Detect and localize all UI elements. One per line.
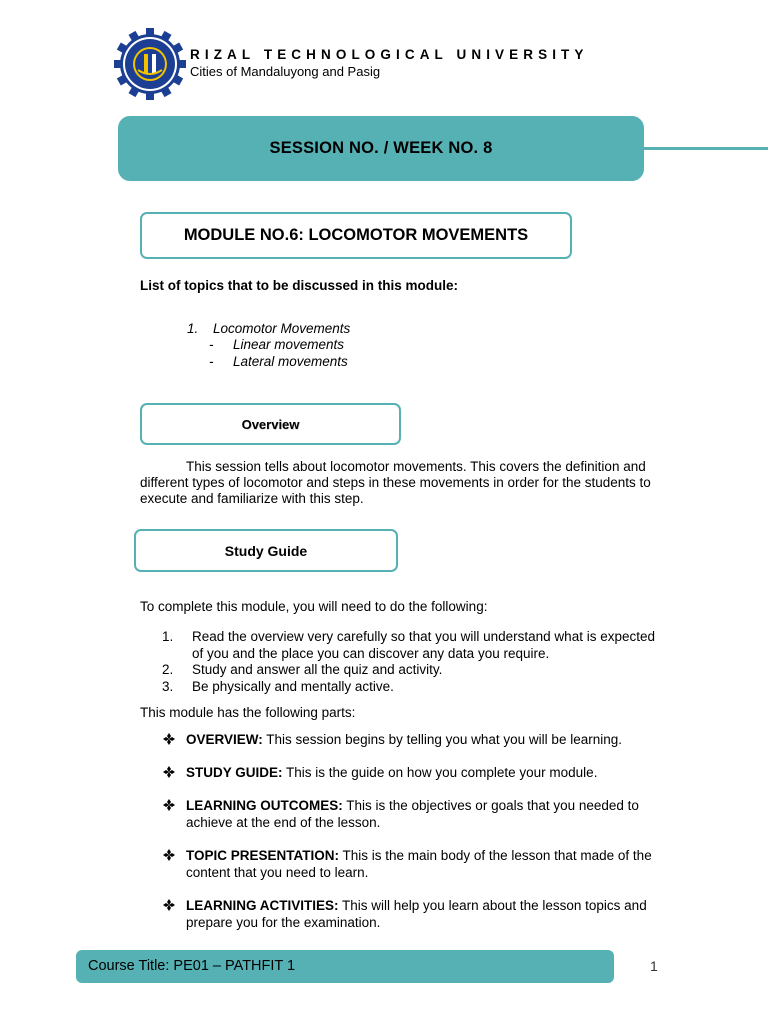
step-number: 3.: [162, 679, 174, 694]
subtopic-item: Lateral movements: [233, 354, 348, 369]
overview-text-line: different types of locomotor and steps in these movements in order for the students to: [140, 475, 651, 490]
part-desc-cont: achieve at the end of the lesson.: [186, 815, 381, 830]
part-item: [186, 897, 647, 914]
study-guide-label: Study Guide: [134, 529, 398, 572]
part-desc-cont: content that you need to learn.: [186, 865, 369, 880]
session-title: SESSION NO. / WEEK NO. 8: [269, 139, 493, 157]
part-item: [186, 847, 652, 864]
topic-item: Locomotor Movements: [213, 321, 351, 336]
part-desc: This is the objectives or goals that you needed to: [342, 798, 639, 813]
part-item: [186, 731, 622, 748]
diamond-bullet-icon: [162, 898, 176, 912]
university-location: Cities of Mandaluyong and Pasig: [190, 64, 381, 79]
part-desc: This is the main body of the lesson that made of the: [339, 848, 652, 863]
subtopic-dash: -: [209, 354, 214, 369]
module-title: MODULE NO.6: LOCOMOTOR MOVEMENTS: [140, 212, 572, 259]
diamond-bullet-icon: [162, 848, 176, 862]
part-desc: This session begins by telling you what you will be learning.: [262, 732, 622, 747]
diamond-bullet-icon: [162, 732, 176, 746]
part-item: [186, 797, 675, 814]
parts-intro: This module has the following parts:: [140, 705, 356, 720]
topics-heading: List of topics that to be discussed in this module:: [140, 278, 459, 293]
step-text: of you and the place you can discover any data you require.: [192, 646, 550, 661]
step-number: 1.: [162, 629, 174, 644]
part-term: STUDY GUIDE:: [186, 765, 283, 780]
step-text: Be physically and mentally active.: [192, 679, 394, 694]
university-name: RIZAL TECHNOLOGICAL UNIVERSITY: [190, 47, 589, 62]
step-number: 2.: [162, 662, 174, 677]
part-item: [186, 764, 597, 781]
course-title: Course Title: PE01 – PATHFIT 1: [88, 958, 296, 974]
overview-text-line: execute and familiarize with this step.: [140, 491, 364, 506]
part-desc: This will help you learn about the lesson topics and: [338, 898, 647, 913]
subtopic-item: Linear movements: [233, 337, 345, 352]
part-term: TOPIC PRESENTATION:: [186, 848, 340, 863]
overview-text-line: This session tells about locomotor movements. This covers the definition and: [186, 459, 646, 474]
diamond-bullet-icon: [162, 765, 176, 779]
university-seal-icon: [114, 28, 186, 100]
session-banner-line: [644, 147, 768, 150]
part-term: LEARNING OUTCOMES:: [186, 798, 343, 813]
overview-label: Overview: [140, 403, 401, 445]
part-term: LEARNING ACTIVITIES:: [186, 898, 339, 913]
step-text: Read the overview very carefully so that you will understand what is expected: [192, 629, 655, 644]
part-desc: This is the guide on how you complete your module.: [282, 765, 598, 780]
part-desc-cont: prepare you for the examination.: [186, 915, 381, 930]
study-guide-intro: To complete this module, you will need to do the following:: [140, 599, 488, 614]
diamond-bullet-icon: [162, 798, 176, 812]
part-term: OVERVIEW:: [186, 732, 263, 747]
topic-number: 1.: [187, 321, 199, 336]
page-number: 1: [650, 958, 658, 974]
step-text: Study and answer all the quiz and activity.: [192, 662, 443, 677]
subtopic-dash: -: [209, 337, 214, 352]
